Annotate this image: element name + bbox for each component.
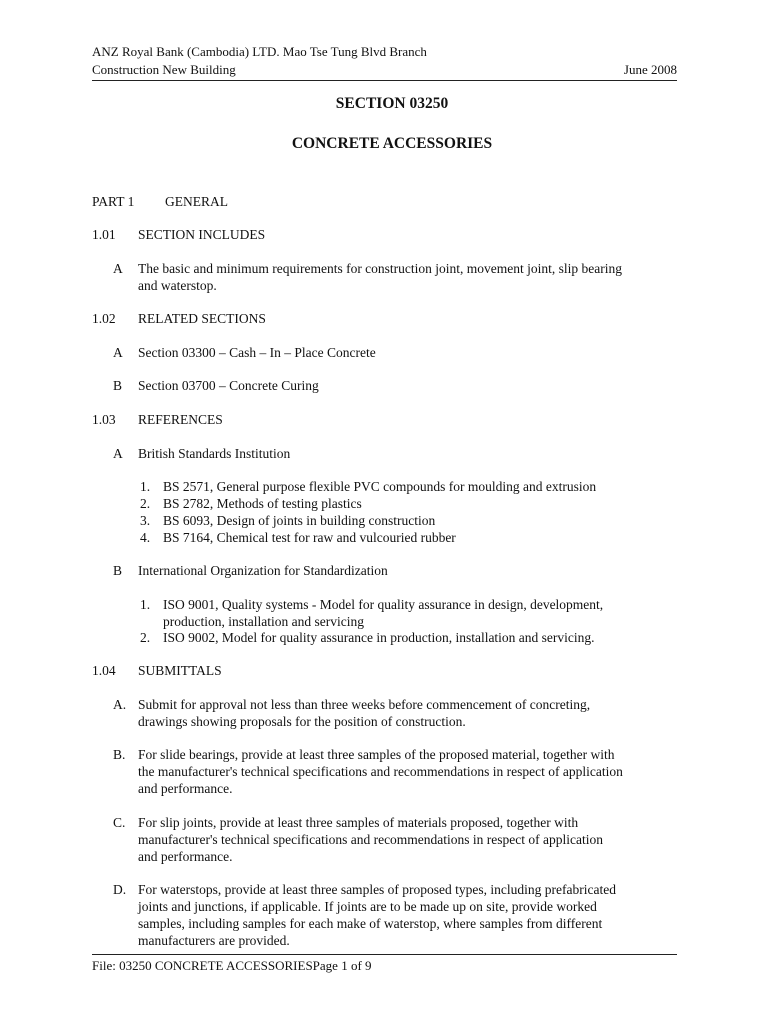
- section-1-04-title: SUBMITTALS: [138, 663, 222, 678]
- list-number: 2.: [140, 496, 151, 511]
- item-label: B.: [113, 747, 126, 762]
- paragraph-line: Submit for approval not less than three weeks before commencement of concreting,: [138, 697, 591, 712]
- section-1-02-number: 1.02: [92, 311, 116, 326]
- section-1-01-title: SECTION INCLUDES: [138, 227, 266, 242]
- item-label: B: [113, 378, 123, 393]
- list-item: BS 2571, General purpose flexible PVC compounds for moulding and extrusion: [163, 479, 597, 494]
- related-section-b: Section 03700 – Concrete Curing: [138, 378, 319, 393]
- paragraph-line: For slip joints, provide at least three samples of materials proposed, together with: [138, 815, 579, 830]
- list-item: ISO 9001, Quality systems - Model for quality assurance in design, development,: [163, 597, 604, 612]
- footer-file-page: File: 03250 CONCRETE ACCESSORIESPage 1 of 9: [92, 958, 372, 973]
- paragraph-line: manufacturers are provided.: [138, 933, 290, 948]
- list-number: 1.: [140, 479, 151, 494]
- paragraph-line: samples, including samples for each make of waterstop, where samples from different: [138, 916, 603, 931]
- list-item: production, installation and servicing: [163, 614, 364, 629]
- list-number: 4.: [140, 530, 151, 545]
- paragraph-line: joints and junctions, if applicable. If joints are to be made up on site, provide worked: [138, 899, 597, 914]
- section-1-03-title: REFERENCES: [138, 412, 223, 427]
- item-label: A.: [113, 697, 127, 712]
- paragraph-line: For waterstops, provide at least three samples of proposed types, including prefabricated: [138, 882, 616, 897]
- paragraph-line: and performance.: [138, 849, 233, 864]
- list-number: 1.: [140, 597, 151, 612]
- item-label: C.: [113, 815, 126, 830]
- list-number: 3.: [140, 513, 151, 528]
- paragraph-line: The basic and minimum requirements for construction joint, movement joint, slip bearing: [138, 261, 623, 276]
- part-label: PART 1: [92, 194, 135, 209]
- paragraph-line: and performance.: [138, 781, 233, 796]
- related-section-a: Section 03300 – Cash – In – Place Concrete: [138, 345, 376, 360]
- section-1-02-title: RELATED SECTIONS: [138, 311, 266, 326]
- part-title: GENERAL: [165, 194, 228, 209]
- header-subtitle: Construction New Building: [92, 62, 236, 77]
- list-item: BS 2782, Methods of testing plastics: [163, 496, 362, 511]
- paragraph-line: manufacturer's technical specifications and recommendations in respect of application: [138, 832, 603, 847]
- paragraph-line: the manufacturer's technical specifications and recommendations in respect of application: [138, 764, 623, 779]
- footer-rule: [92, 954, 677, 955]
- list-item: BS 7164, Chemical test for raw and vulcouried rubber: [163, 530, 456, 545]
- header-rule: [92, 80, 677, 81]
- item-label: A: [113, 446, 123, 461]
- paragraph-line: drawings showing proposals for the position of construction.: [138, 714, 466, 729]
- section-1-03-number: 1.03: [92, 412, 116, 427]
- reference-org: International Organization for Standardization: [138, 563, 388, 578]
- header-project: ANZ Royal Bank (Cambodia) LTD. Mao Tse Tung Blvd Branch: [92, 44, 427, 59]
- section-title: CONCRETE ACCESSORIES: [291, 135, 493, 152]
- item-label: B: [113, 563, 123, 578]
- item-label: A: [113, 345, 123, 360]
- list-item: ISO 9002, Model for quality assurance in production, installation and servicing.: [163, 630, 595, 645]
- reference-org: British Standards Institution: [138, 446, 291, 461]
- item-label: A: [113, 261, 123, 276]
- section-1-01-number: 1.01: [92, 227, 116, 242]
- item-label: D.: [113, 882, 127, 897]
- paragraph-line: and waterstop.: [138, 278, 217, 293]
- list-item: BS 6093, Design of joints in building construction: [163, 513, 436, 528]
- paragraph-line: For slide bearings, provide at least three samples of the proposed material, together with: [138, 747, 615, 762]
- section-1-04-number: 1.04: [92, 663, 116, 678]
- section-number: SECTION 03250: [335, 95, 449, 112]
- list-number: 2.: [140, 630, 151, 645]
- header-date: June 2008: [623, 62, 677, 77]
